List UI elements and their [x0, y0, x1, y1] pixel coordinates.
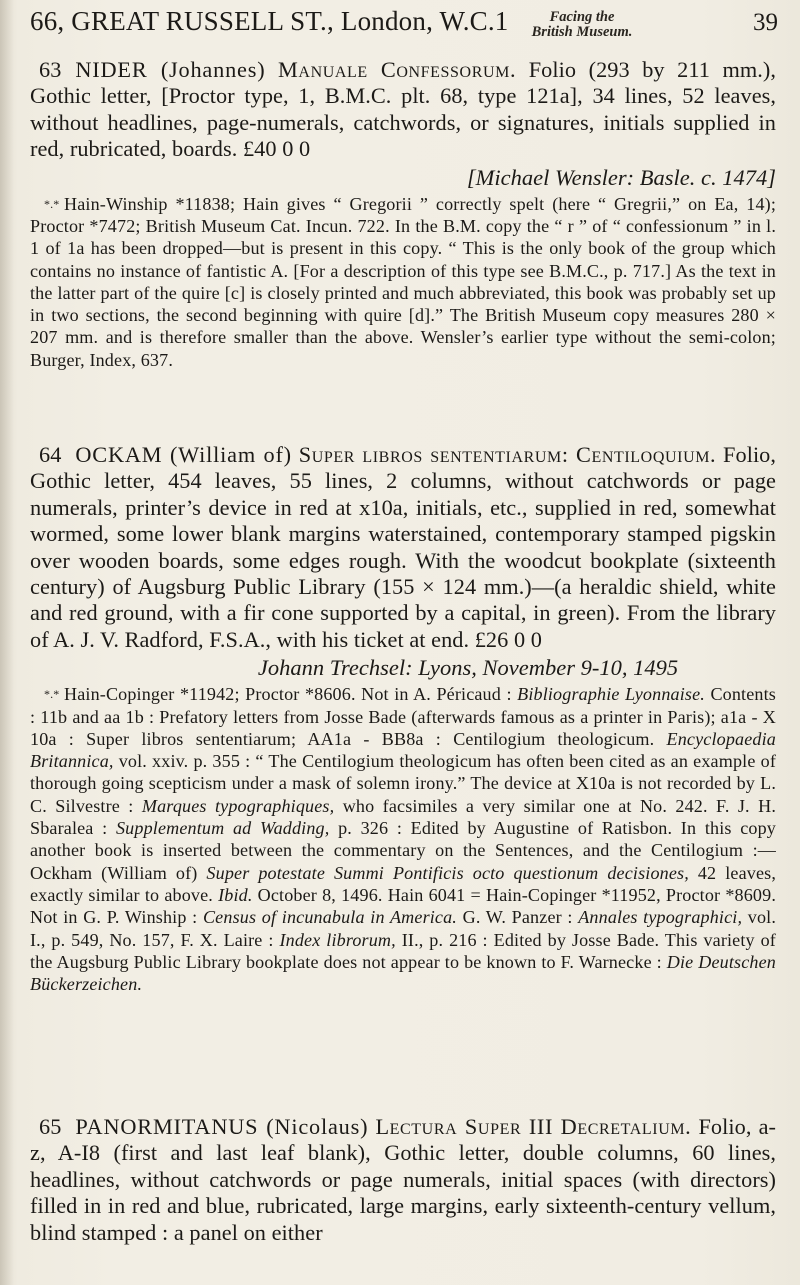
- entry-note-text: Hain-Winship *11838; Hain gives “ Gregorii ” correctly spelt (here “ Gregrii,” on Ea, 14); Proctor *7472; British Museum Cat. Incun. 722. In the B.M. copy the “ r ” of “ confessionum ” in l. 1 of 1a has been dropped—but is present in this copy. “ This is the only book of the group which contains no instance of fantistic A. [For a description of this type see B.M.C., p. 717.] As the text in the latter part of the quire [c] is closely printed and much abbreviated, this book was probably set up in two sections, the second beginning with quire [d].” The British Museum copy measures 280 × 207 mm. and is therefore smaller than the above. Wensler’s earlier type without the semi-colon; Burger, Index, 637.: [30, 193, 776, 370]
- entry-imprint: [Michael Wensler: Basle. c. 1474]: [466, 164, 776, 190]
- note-cited-title: Index librorum,: [279, 929, 396, 950]
- note-segment: p. 326 : Edited by Augustine of Ratisbon. In this copy another book is inserted between the commentary on the Sentences, and the Centilogium :— Ockham (William of): [30, 818, 776, 883]
- entry-description: [30, 57, 776, 163]
- facing-line-1: Facing the: [549, 9, 615, 25]
- facing-line-2: British Museum.: [531, 24, 633, 40]
- running-head: 66, GREAT RUSSELL ST., London, W.C.1: [30, 6, 509, 36]
- entry-number: 65: [39, 1114, 62, 1139]
- page-header: [30, 6, 778, 52]
- page-number: 39: [753, 9, 778, 36]
- catalogue-entry-63: [30, 57, 776, 371]
- note-segment: October 8, 1496. Hain 6041 = Hain-Copinger *11952, Proctor *8609. Not in G. P. Winship :: [30, 884, 776, 928]
- note-cited-title: Marques typographiques,: [141, 795, 335, 816]
- note-segment: Hain-Copinger *11942; Proctor *8606. Not in A. Péricaud :: [64, 684, 518, 705]
- asterism-icon: *.*: [44, 687, 60, 702]
- note-cited-title: Census of incunabula in America.: [202, 907, 457, 928]
- note-segment: 42 leaves, exactly similar to above.: [30, 862, 776, 905]
- note-cited-title: Encyclopaedia Britannica,: [30, 728, 776, 772]
- note-cited-title: Bibliographie Lyonnaise.: [517, 684, 705, 705]
- entry-note: [30, 683, 776, 995]
- entry-imprint: Johann Trechsel: Lyons, November 9-10, 1495: [257, 655, 679, 681]
- entry-author: OCKAM (William of): [75, 442, 292, 467]
- entry-author: PANORMITANUS (Nicolaus): [75, 1114, 369, 1139]
- note-segment: who facsimiles a very similar one at No. 242. F. J. H. Sbaralea :: [30, 795, 776, 839]
- catalogue-entry-65: [30, 1114, 776, 1246]
- entry-description: [30, 1114, 776, 1246]
- note-cited-title: Supplementum ad Wadding,: [115, 818, 330, 839]
- entry-body: Folio, a-z, A-I8 (first and last leaf blank), Gothic letter, double columns, 60 lines, headlines, without catchwords or page numerals, initial spaces (with directors) filled in in red and blue, rubricated, large margins, early sixteenth-century vellum, blind stamped : a panel on either: [30, 1114, 776, 1245]
- entry-body: Folio (293 by 211 mm.), Gothic letter, [Proctor type, 1, B.M.C. plt. 68, type 121a], 34 lines, 52 leaves, without headlines, page-numerals, catchwords, or signatures, initials supplied in red, rubricated, boards. £40 0 0: [30, 57, 777, 162]
- note-segment: vol. xxiv. p. 355 : “ The Centilogium theologicum has often been cited as an example of thorough going scepticism under a mask of solemn irony.” The device at X10a is not recorded by L. C. Silvestre :: [30, 751, 776, 816]
- entry-author: NIDER (Johannes): [75, 57, 266, 82]
- entry-title: Super libros sententiarum: Centiloquium.: [298, 442, 717, 467]
- note-segment: Contents : 11b and aa 1b : Prefatory letters from Josse Bade (afterwards famous as a printer in Paris); a1a - X 10a : Super libros sententiarum; AA1a - BB8a : Centilogium theologicum.: [30, 684, 776, 749]
- entry-number: 63: [39, 57, 62, 82]
- page-gutter-shadow: [0, 0, 14, 1285]
- catalogue-entry-64: [30, 442, 776, 995]
- note-segment: II., p. 216 : Edited by Josse Bade. This variety of the Augsburg Public Library bookplate does not appear to be known to F. Warnecke :: [30, 929, 776, 972]
- note-cited-title: Die Deutschen Bückerzeichen.: [30, 951, 777, 995]
- facing-museum-note: [526, 10, 638, 40]
- note-cited-title: Super potestate Summi Pontificis octo questionum decisiones,: [206, 862, 689, 883]
- entry-number: 64: [39, 442, 62, 467]
- entry-note: [30, 193, 776, 371]
- asterism-icon: *.*: [44, 196, 60, 211]
- entry-title: Manuale Confessorum.: [278, 57, 517, 82]
- note-segment: vol. I., p. 549, No. 157, F. X. Laire :: [30, 907, 776, 950]
- note-segment: G. W. Panzer :: [457, 907, 579, 928]
- entry-description: [30, 442, 776, 653]
- entry-body: Folio, Gothic letter, 454 leaves, 55 lines, 2 columns, without catchwords or page numerals, printer’s device in red at x10a, initials, etc., supplied in red, somewhat wormed, some lower blank margins waterstained, contemporary stamped pigskin over wooden boards, some edges rough. With the woodcut bookplate (sixteenth century) of Augsburg Public Library (155 × 124 mm.)—(a heraldic shield, white and red ground, with a fir cone supported by a capital, in green). From the library of A. J. V. Radford, F.S.A., with his ticket at end. £26 0 0: [30, 442, 777, 652]
- entry-title: Lectura Super III Decretalium.: [375, 1114, 692, 1139]
- note-cited-title: Ibid.: [218, 884, 253, 905]
- note-cited-title: Annales typographici,: [578, 907, 743, 928]
